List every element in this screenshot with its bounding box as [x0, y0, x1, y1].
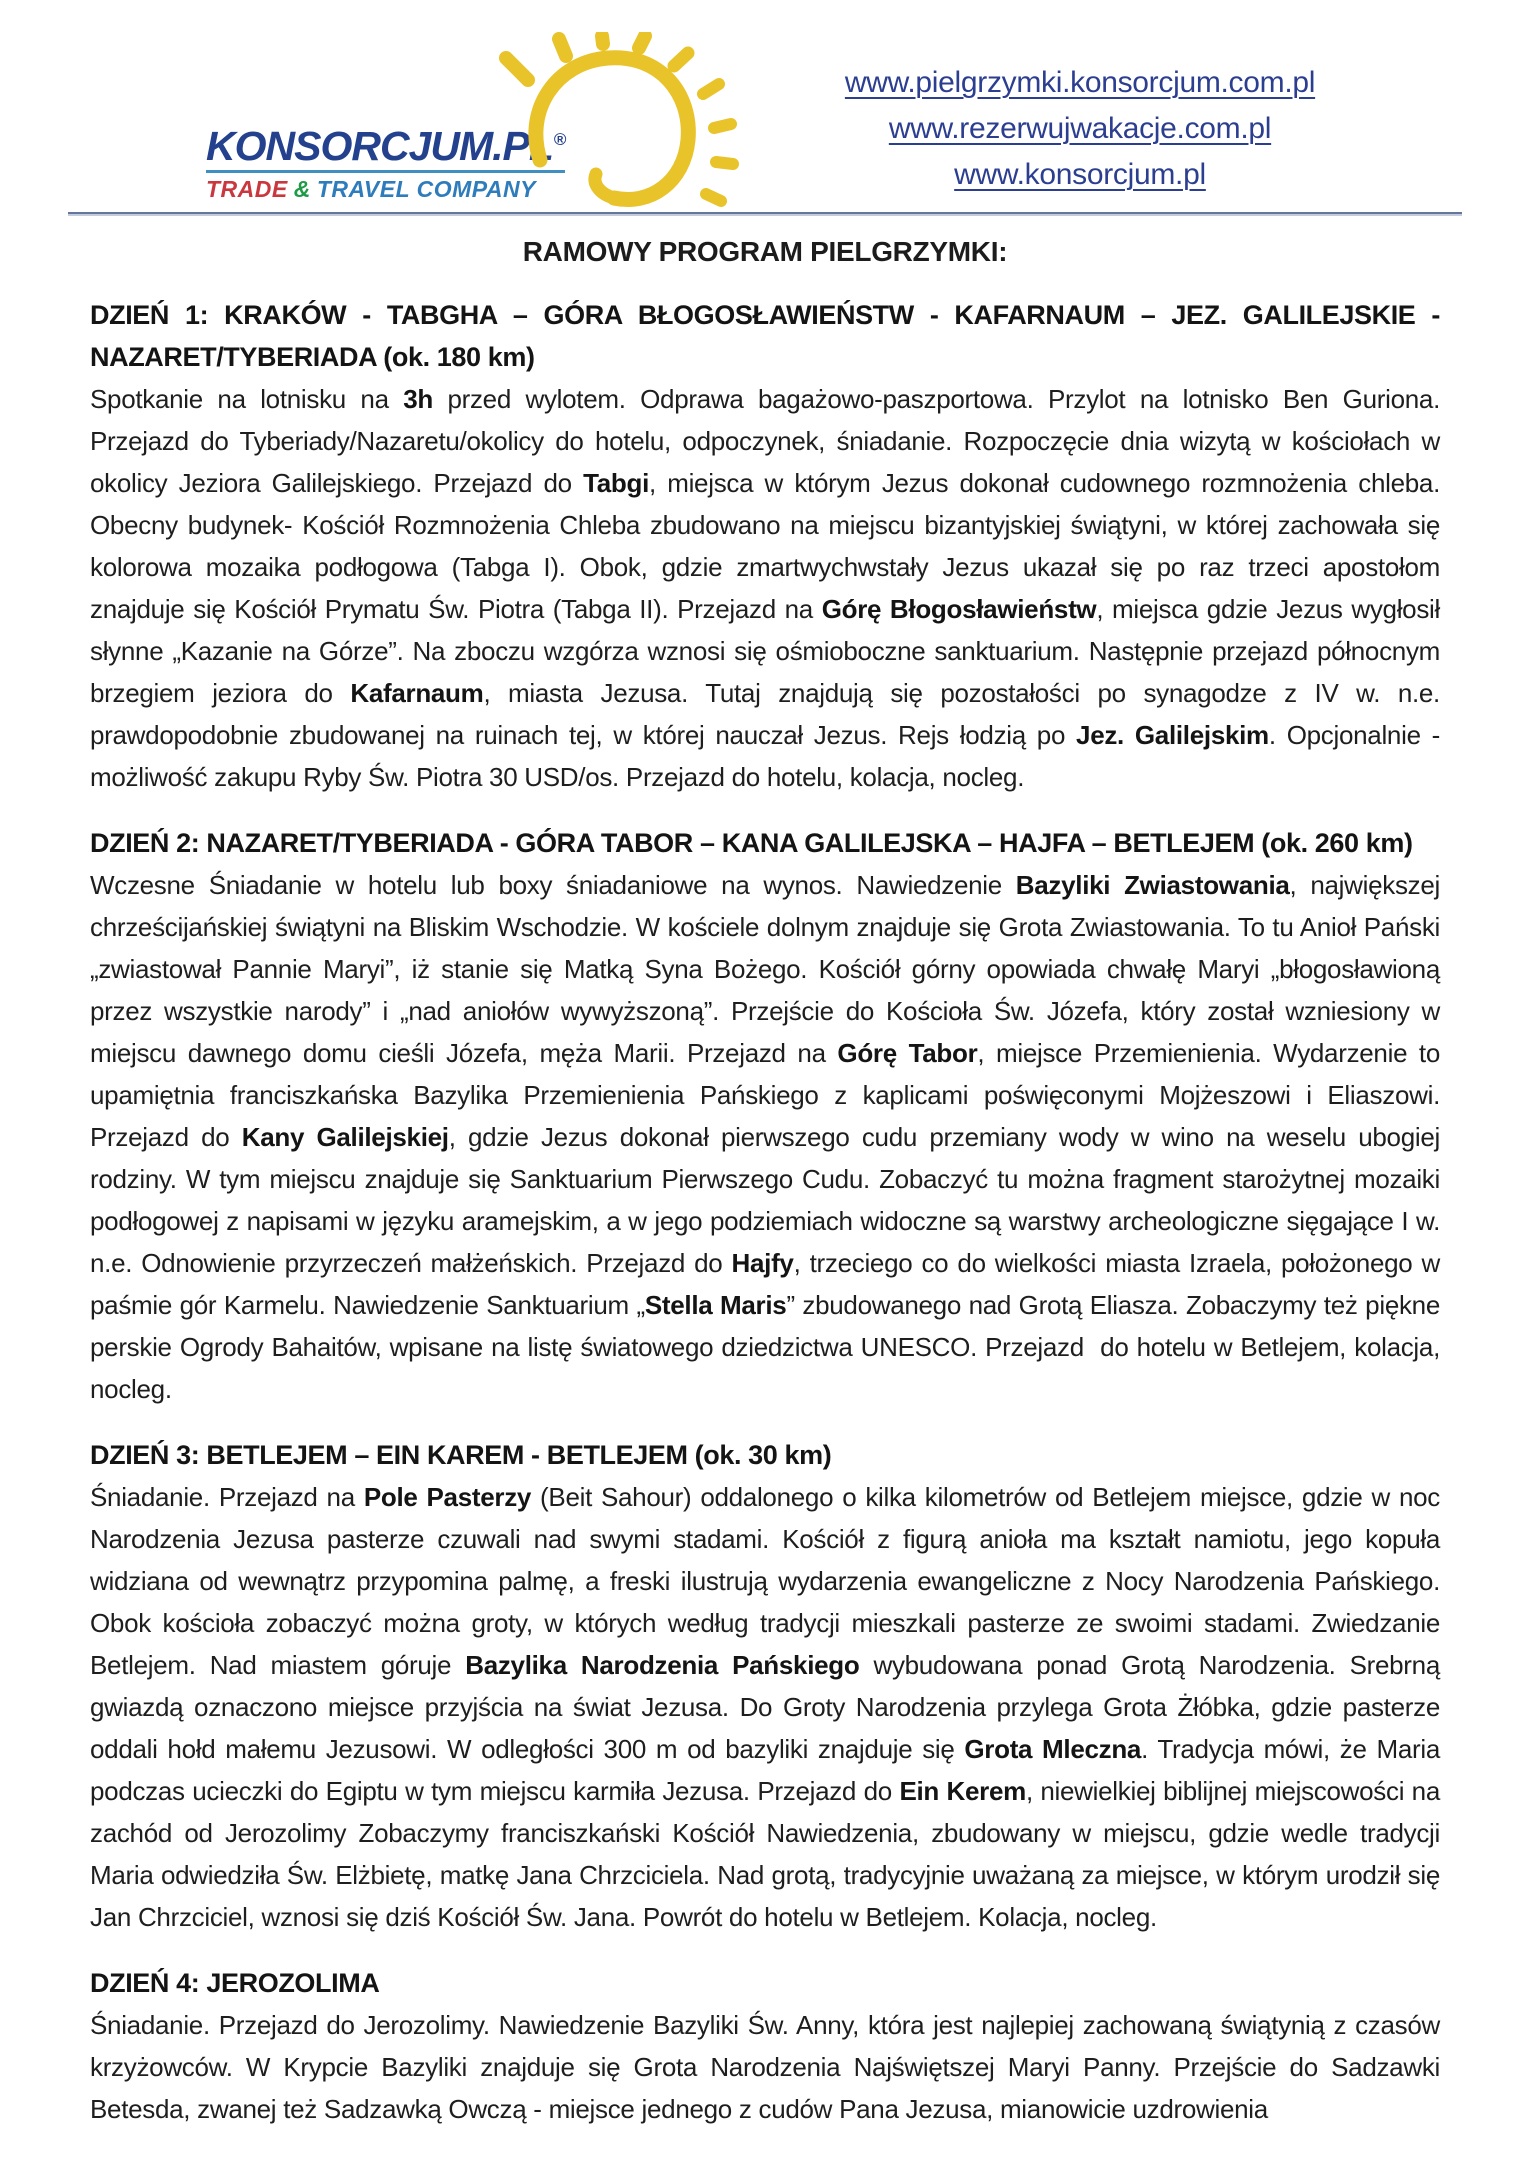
registered-trademark-symbol: ® [553, 130, 566, 150]
sun-icon [462, 32, 762, 244]
day-section [90, 1962, 1440, 2130]
link-pielgrzymki[interactable]: www.pielgrzymki.konsorcjum.com.pl [844, 66, 1316, 99]
highlighted-place-name: Hajfy [731, 1248, 794, 1278]
day-paragraph [90, 2004, 1440, 2130]
page-header [90, 30, 1440, 212]
highlighted-place-name: Ein Kerem [899, 1776, 1026, 1806]
body-text: przed wylotem. Odprawa bagażowo-paszportowa. Przylot na lotnisko Ben Guriona. Przejazd do Tyberiady/Nazaretu/okolicy do hotelu, odpoczynek, śniadanie. Rozpoczęcie dnia wizytą w kościołach w okolicy Jeziora Galilejskiego. Przejazd do [90, 384, 1440, 498]
body-text: , trzeciego co do wielkości miasta Izraela, położonego w paśmie gór Karmelu. Nawiedzenie Sanktuarium „ [90, 1248, 1440, 1320]
highlighted-place-name: Stella Maris [644, 1290, 787, 1320]
day-section [90, 294, 1440, 798]
body-text: Śniadanie. Przejazd do Jerozolimy. Nawiedzenie Bazyliki Św. Anny, która jest najlepiej zachowaną świątynią z czasów krzyżowców. W Krypcie Bazyliki znajduje się Grota Narodzenia Najświętszej Maryi Panny. Przejście do Sadzawki Betesda, zwanej też Sadzawką Owczą - miejsce jednego z cudów Pana Jezusa, mianowicie uzdrowienia [90, 2010, 1440, 2124]
highlighted-place-name: Górę Błogosławieństw [821, 594, 1097, 624]
body-text: wybudowana ponad Grotą Narodzenia. Srebrną gwiazdą oznaczono miejsce przyjścia na świat Jezusa. Do Groty Narodzenia przylega Grota Żłóbka, gdzie pasterze oddali hołd małemu Jezusowi. W odległości 300 m od bazyliki znajduje się [90, 1650, 1440, 1764]
body-text: , największej chrześcijańskiej świątyni na Bliskim Wschodzie. W kościele dolnym znajduje się Grota Zwiastowania. To tu Anioł Pański „zwiastował Pannie Maryi”, iż stanie się Matką Syna Bożego. Kościół górny opowiada chwałę Maryi „błogosławioną przez wszystkie narody” i „nad aniołów wywyższoną”. Przejście do Kościoła Św. Józefa, który został wzniesiony w miejscu dawnego domu cieśli Józefa, męża Marii. Przejazd na [90, 870, 1440, 1068]
highlighted-place-name: Pole Pasterzy [363, 1482, 532, 1512]
body-text: Wczesne Śniadanie w hotelu lub boxy śniadaniowe na wynos. Nawiedzenie [90, 870, 1016, 900]
highlighted-place-name: 3h [403, 384, 433, 414]
body-text: Spotkanie na lotnisku na [90, 384, 404, 414]
highlighted-place-name: Bazyliki Zwiastowania [1015, 870, 1290, 900]
highlighted-place-name: Tabgi [583, 468, 649, 498]
body-text: , niewielkiej biblijnej miejscowości na zachód od Jerozolimy Zobaczymy franciszkański Kościół Nawiedzenia, zbudowany w miejscu, gdzie wedle tradycji Maria odwiedziła Św. Elżbietę, matkę Jana Chrzciciela. Nad grotą, tradycyjnie uważaną za miejsce, w którym urodził się Jan Chrzciciel, wznosi się dziś Kościół Św. Jana. Powrót do hotelu w Betlejem. Kolacja, nocleg. [90, 1776, 1441, 1932]
highlighted-place-name: Górę Tabor [837, 1038, 978, 1068]
header-divider [68, 212, 1462, 216]
page-title: RAMOWY PROGRAM PIELGRZYMKI: [522, 236, 1008, 267]
body-text: ” zbudowanego nad Grotą Eliasza. Zobaczymy też piękne perskie Ogrody Bahaitów, wpisane na listę światowego dziedzictwa UNESCO. Przejazd do hotelu w Betlejem, kolacja, nocleg. [90, 1290, 1440, 1404]
tagline-travel-company: TRAVEL COMPANY [316, 176, 536, 202]
logo-brand-text: KONSORCJUM.PL [206, 123, 553, 169]
body-text: . Opcjonalnie - możliwość zakupu Ryby Św. Piotra 30 USD/os. Przejazd do hotelu, kolacja, nocleg. [90, 720, 1440, 792]
body-text: (Beit Sahour) oddalonego o kilka kilometrów od Betlejem miejsce, gdzie w noc Narodzenia Jezusa pasterze czuwali nad swymi stadami. Kościół z figurą anioła ma kształt namiotu, jego kopuła widziana od wewnątrz przypomina palmę, a freski ilustrują wydarzenia ewangeliczne z Nocy Narodzenia Pańskiego. Obok kościoła zobaczyć można groty, w których według tradycji mieszkali pasterze ze swoimi stadami. Zwiedzanie Betlejem. Nad miastem góruje [90, 1482, 1440, 1680]
day-heading: DZIEŃ 3: BETLEJEM – EIN KAREM - BETLEJEM (ok. 30 km) [90, 1440, 832, 1470]
body-text: . Tradycja mówi, że Maria podczas ucieczki do Egiptu w tym miejscu karmiła Jezusa. Przejazd do [90, 1734, 1441, 1806]
body-text: Śniadanie. Przejazd na [90, 1482, 364, 1512]
link-rezerwujwakacje[interactable]: www.rezerwujwakacje.com.pl [888, 112, 1272, 145]
highlighted-place-name: Jez. Galilejskim [1076, 720, 1269, 750]
highlighted-place-name: Bazylika Narodzenia Pańskiego [465, 1650, 860, 1680]
day-paragraph [90, 864, 1440, 1410]
program-sections [90, 294, 1440, 2130]
day-paragraph [90, 1476, 1440, 1938]
day-heading: DZIEŃ 4: JEROZOLIMA [90, 1968, 380, 1998]
body-text: , miejsca w którym Jezus dokonał cudownego rozmnożenia chleba. Obecny budynek- Kościół Rozmnożenia Chleba zbudowano na miejscu bizantyjskiej świątyni, w której zachowała się kolorowa mozaika podłogowa (Tabga I). Obok, gdzie zmartwychwstały Jezus ukazał się po raz trzeci apostołom znajduje się Kościół Prymatu Św. Piotra (Tabga II). Przejazd na [90, 468, 1440, 624]
day-section [90, 1434, 1440, 1938]
link-konsorcjum[interactable]: www.konsorcjum.pl [954, 158, 1206, 191]
day-heading: DZIEŃ 2: NAZARET/TYBERIADA - GÓRA TABOR – KANA GALILEJSKA – HAJFA – BETLEJEM (ok. 260 km) [90, 828, 1413, 858]
body-text: , miasta Jezusa. Tutaj znajdują się pozostałości po synagodze z IV w. n.e. prawdopodobnie zbudowanej na ruinach tej, w której nauczał Jezus. Rejs łodzią po [90, 678, 1440, 750]
tagline-trade: TRADE [206, 176, 288, 202]
highlighted-place-name: Kany Galilejskiej [241, 1122, 449, 1152]
highlighted-place-name: Grota Mleczna [964, 1734, 1142, 1764]
highlighted-place-name: Kafarnaum [350, 678, 484, 708]
header-links [730, 60, 1430, 198]
day-paragraph [90, 378, 1440, 798]
body-text: , miejsca gdzie Jezus wygłosił słynne „Kazanie na Górze”. Na zboczu wzgórza wznosi się ośmioboczne sanktuarium. Następnie przejazd północnym brzegiem jeziora do [90, 594, 1440, 708]
day-section [90, 822, 1440, 1410]
tagline-ampersand: & [293, 176, 311, 202]
day-heading: DZIEŃ 1: KRAKÓW - TABGHA – GÓRA BŁOGOSŁAWIEŃSTW - KAFARNAUM – JEZ. GALILEJSKIE - NAZARET/TYBERIADA (ok. 180 km) [90, 300, 1440, 372]
body-text: , miejsce Przemienienia. Wydarzenie to upamiętnia franciszkańska Bazylika Przemienienia Pańskiego z kaplicami poświęconymi Mojżeszowi i Eliaszowi. Przejazd do [90, 1038, 1440, 1152]
body-text: , gdzie Jezus dokonał pierwszego cudu przemiany wody w wino na weselu ubogiej rodziny. W tym miejscu znajduje się Sanktuarium Pierwszego Cudu. Zobaczyć tu można fragment starożytnej mozaiki podłogowej z napisami w języku aramejskim, a w jego podziemiach widoczne są warstwy archeologiczne sięgające I w. n.e. Odnowienie przyrzeczeń małżeńskich. Przejazd do [90, 1122, 1440, 1278]
